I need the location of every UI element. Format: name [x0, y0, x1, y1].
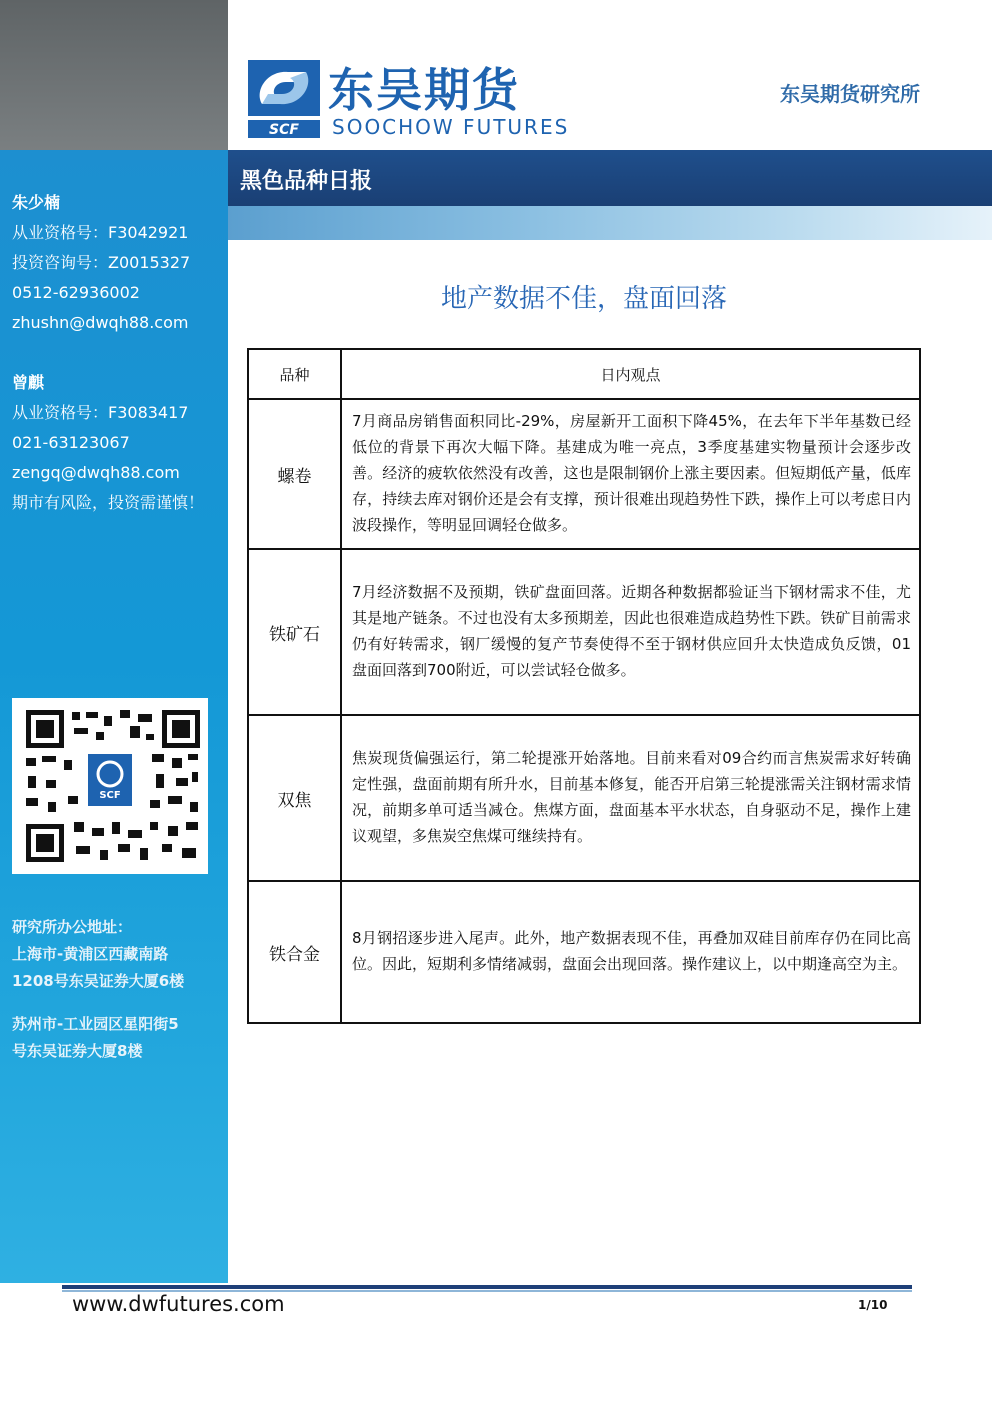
risk-note: 期市有风险，投资需谨慎！ — [12, 493, 205, 512]
column-header-kind: 品种 — [248, 349, 341, 399]
table-row — [248, 881, 920, 1023]
report-headline: 地产数据不佳，盘面回落 — [440, 284, 727, 314]
office-shanghai-line2: 1208号东吴证券大厦6楼 — [12, 972, 185, 990]
brand-name-en: SOOCHOW FUTURES — [332, 115, 570, 139]
footer-divider — [62, 1285, 912, 1289]
views-table — [247, 348, 921, 1024]
row-view: 8月钢招逐步进入尾声。此外，地产数据表现不佳，再叠加双硅目前库存仍在同比高位。因此，短期利多情绪减弱，盘面会出现回落。操作建议上，以中期逢高空为主。 — [341, 881, 920, 1023]
row-view: 7月经济数据不及预期，铁矿盘面回落。近期各种数据都验证当下钢材需求不佳，尤其是地产链条。不过也没有太多预期差，因此也很难造成趋势性下跌。铁矿目前需求仍有好转需求，钢厂缓慢的复产节奏使得不至于钢材供应回升太快造成负反馈，01盘面回落到700附近，可以尝试轻仓做多。 — [341, 549, 920, 715]
row-kind: 螺卷 — [248, 399, 341, 549]
sidebar — [0, 150, 228, 1283]
analyst-consult-id: 投资咨询号：Z0015327 — [12, 253, 191, 272]
row-kind: 铁合金 — [248, 881, 341, 1023]
report-category: 黑色品种日报 — [240, 169, 373, 194]
office-address — [12, 914, 184, 1065]
table-row — [248, 399, 920, 549]
qr-code-icon — [12, 698, 208, 874]
analyst-phone: 021-63123067 — [12, 433, 130, 452]
svg-text:SCF: SCF — [99, 790, 121, 801]
table-header-row — [248, 349, 920, 399]
row-view: 焦炭现货偏强运行，第二轮提涨开始落地。目前来看对09合约而言焦炭需求好转确定性强，盘面前期有所升水，目前基本修复，能否开启第三轮提涨需关注钢材需求情况，前期多单可适当减仓。焦煤方面，盘面基本平水状态，自身驱动不足，操作上建议观望，多焦炭空焦煤可继续持有。 — [341, 715, 920, 881]
analyst-email[interactable]: zengq@dwqh88.com — [12, 463, 180, 482]
sidebar-top-band — [0, 0, 228, 150]
table-row — [248, 715, 920, 881]
table-row — [248, 549, 920, 715]
column-header-view: 日内观点 — [341, 349, 920, 399]
title-stripe — [228, 206, 992, 240]
row-kind: 双焦 — [248, 715, 341, 881]
row-kind: 铁矿石 — [248, 549, 341, 715]
office-shanghai-line1: 上海市-黄浦区西藏南路 — [12, 945, 169, 963]
report-title-bar — [228, 150, 992, 206]
page-number: 1/10 — [858, 1298, 888, 1312]
office-heading: 研究所办公地址： — [12, 918, 133, 936]
qr-code-graphic — [12, 698, 208, 874]
row-view: 7月商品房销售面积同比-29%，房屋新开工面积下降45%，在去年下半年基数已经低位的背景下再次大幅下降。基建成为唯一亮点，3季度基建实物量预计会逐步改善。经济的疲软依然没有改善，这也是限制钢价上涨主要因素。但短期低产量，低库存，持续去库对钢价还是会有支撑，预计很难出现趋势性下跌，操作上可以考虑日内波段操作，等明显回调轻仓做多。 — [341, 399, 920, 549]
brand-name-cn: 东吴期货 — [328, 63, 520, 117]
analyst-contact-2 — [12, 368, 204, 518]
analyst-license: 从业资格号：F3083417 — [12, 403, 189, 422]
analyst-contact-1 — [12, 188, 190, 338]
footer-website-link[interactable]: www.dwfutures.com — [72, 1292, 285, 1316]
analyst-email[interactable]: zhushn@dwqh88.com — [12, 313, 189, 332]
analyst-license: 从业资格号：F3042921 — [12, 223, 189, 242]
scf-logo-icon — [248, 60, 320, 138]
office-suzhou-line1: 苏州市-工业园区星阳街5 — [12, 1015, 179, 1033]
analyst-name: 朱少楠 — [12, 193, 61, 212]
institute-name: 东吴期货研究所 — [780, 82, 920, 106]
analyst-phone: 0512-62936002 — [12, 283, 140, 302]
office-suzhou-line2: 号东吴证券大厦8楼 — [12, 1042, 143, 1060]
analyst-name: 曾麒 — [12, 373, 45, 392]
logo-icon-text: SCF — [269, 122, 299, 138]
